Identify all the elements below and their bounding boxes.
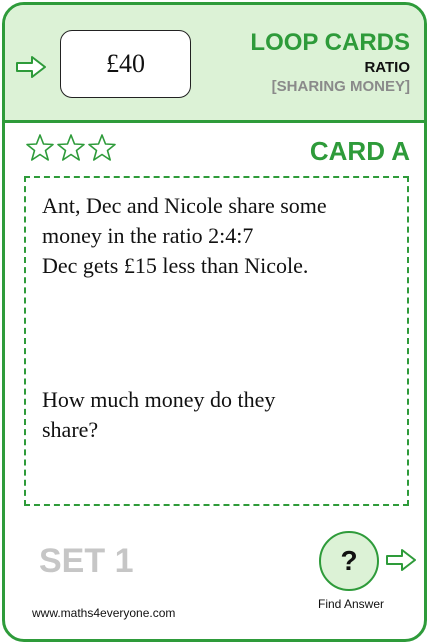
card-header <box>5 5 424 123</box>
find-answer-label: Find Answer <box>317 597 385 611</box>
star-icon <box>27 135 53 160</box>
question-mark-icon: ? <box>340 545 358 576</box>
star-icon <box>58 135 84 160</box>
website-link[interactable]: www.maths4everyone.com <box>26 606 181 620</box>
loop-cards-title: LOOP CARDS <box>250 29 410 56</box>
find-answer-button[interactable] <box>319 531 379 591</box>
set-label: SET 1 <box>39 542 134 580</box>
topic-label: RATIO <box>364 59 410 76</box>
answer-box: £40 <box>60 30 191 98</box>
loop-card <box>2 2 427 642</box>
arrow-right-icon <box>16 56 46 78</box>
difficulty-stars <box>25 133 125 163</box>
subtopic-label: [SHARING MONEY] <box>271 78 410 95</box>
star-icon <box>89 135 115 160</box>
arrow-right-icon <box>386 549 416 571</box>
question-line: money in the ratio 2:4:7 <box>42 223 254 248</box>
question-line: share? <box>42 417 99 442</box>
question-line: Dec gets £15 less than Nicole. <box>42 253 309 278</box>
question-line: Ant, Dec and Nicole share some <box>42 193 327 218</box>
question-line: How much money do they <box>42 387 276 412</box>
card-label: CARD A <box>309 136 410 166</box>
question-box <box>24 176 409 506</box>
